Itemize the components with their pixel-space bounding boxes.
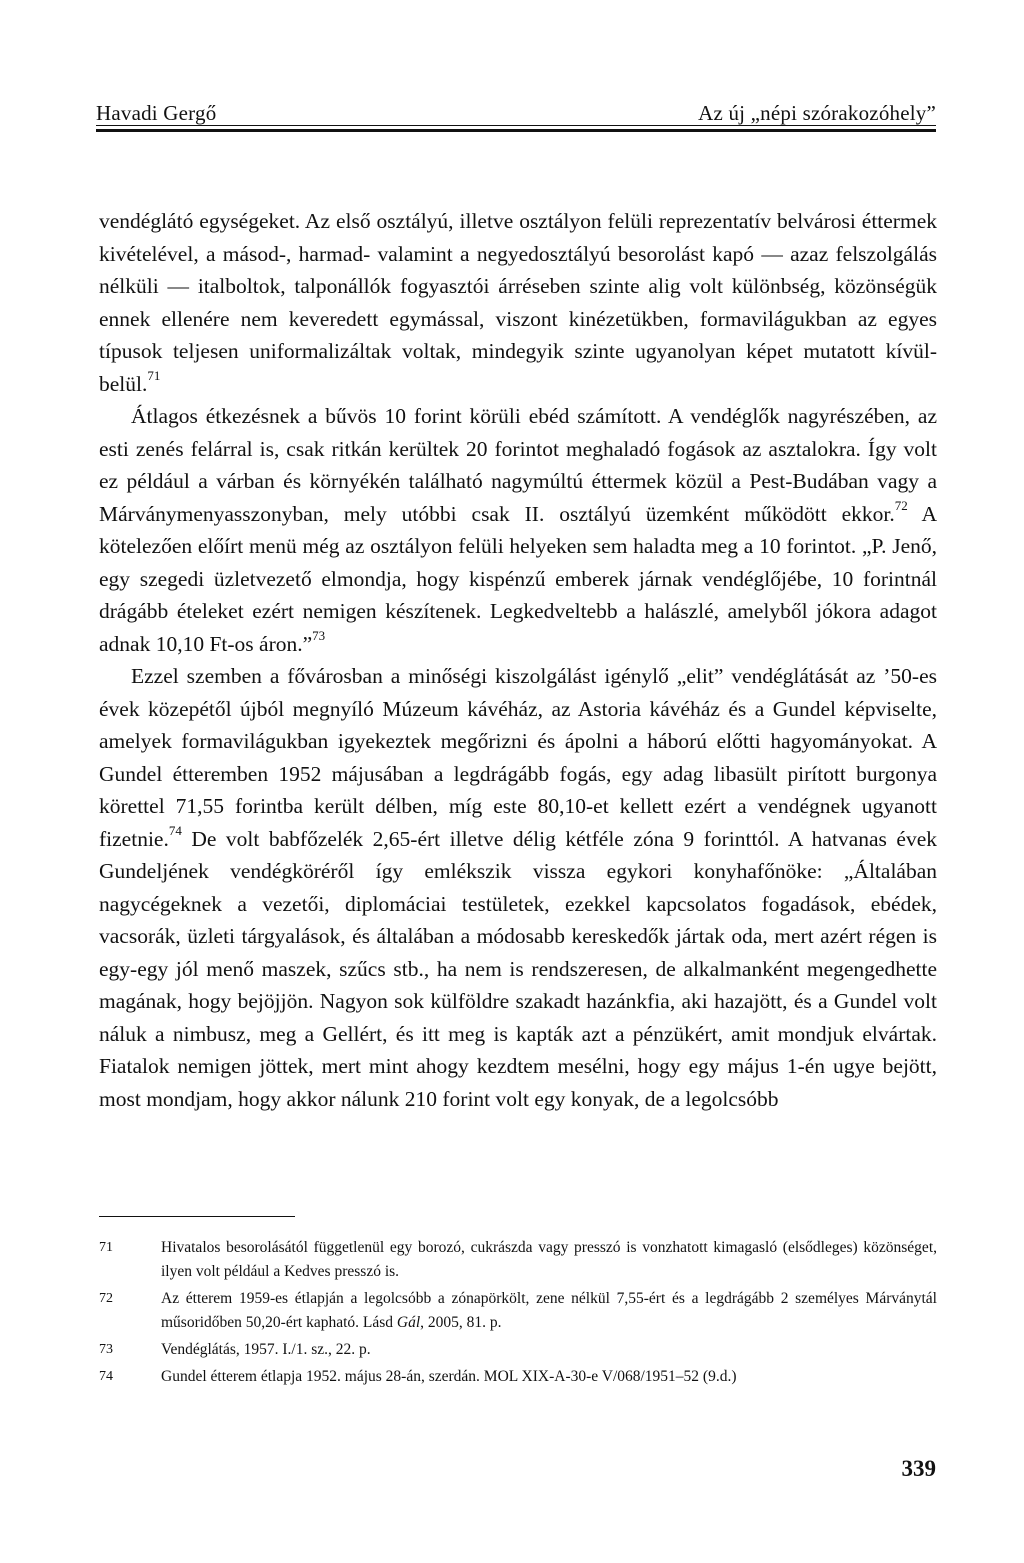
- footnote-ref-72: 72: [894, 498, 908, 514]
- footnote-text-before: Az étterem 1959-es étlapján a legolcsóbb a zónapörkölt, zene nélkül 7,55-ért és a legdrágább 2 személyes Márványtál műsoridőben 50,20-ért kapható. Lásd: [161, 1290, 937, 1331]
- running-header: [96, 94, 936, 126]
- header-author: Havadi Gergő: [96, 101, 217, 125]
- footnote-72: [99, 1287, 937, 1335]
- paragraph-1-text: vendéglátó egységeket. Az első osztályú, illetve osztályon felüli reprezentatív belvárosi éttermek kivételével, a másod-, harmad- valamint a negyedosztályú besorolást kapó — azaz felszolgálás nélküli — italboltok, talponállók fogyasztói árréseben szinte alig volt különbség, közönségük ennek ellenére nem keveredett egymással, viszont kinézetükben, formavilágukban az egyes típusok teljesen uniformalizáltak voltak, mindegyik szinte ugyanolyan képet mutatott kívül-belül.: [99, 209, 937, 396]
- footnote-ref-71: 71: [147, 368, 161, 384]
- header-rule-thin: [96, 125, 936, 126]
- footnotes: [99, 1236, 937, 1392]
- footnote-text: [161, 1287, 937, 1335]
- paragraph-2-text-b: A kötelezően előírt menü még az osztályon felüli helyeken sem haladta meg a 10 forintot. „P. Jenő, egy szegedi üzletvezető elmondja, hogy kispénzű emberek járnak vendéglőjébe, 10 forintnál drágább ételeket ezért nemigen készítenek. Legkedveltebb a halászlé, amelyből jókora adagot adnak 10,10 Ft-os áron.”: [99, 501, 937, 656]
- header-title: Az új „népi szórakozóhely”: [698, 101, 936, 125]
- footnote-ref-74: 74: [168, 823, 182, 839]
- footnote-71: [99, 1236, 937, 1284]
- paragraph-3: [99, 660, 937, 1115]
- footnote-74: [99, 1365, 937, 1389]
- footnote-author-italic: Gál: [396, 1314, 421, 1331]
- footnote-number: 72: [99, 1291, 113, 1306]
- main-text: [99, 205, 937, 1115]
- footnote-number: 71: [99, 1240, 113, 1255]
- footnote-text: Hivatalos besorolásától függetlenül egy borozó, cukrászda vagy presszó is vonzhatott kimagasló (elsődleges) közönséget, ilyen volt például a Kedves presszó is.: [161, 1239, 937, 1280]
- footnote-73: [99, 1338, 937, 1362]
- footnote-separator: [99, 1216, 295, 1217]
- paragraph-2-text-a: Átlagos étkezésnek a bűvös 10 forint körüli ebéd számított. A vendéglők nagyrészében, az esti zenés felárral is, csak ritkán kerültek 20 forintot meghaladó fogások az asztalokra. Így volt ez például a várban és környékén található nagymúltú éttermek közül a Pest-Budában vagy a Márványmenyasszonyban, mely utóbbi csak II. osztályú üzemként működött ekkor.: [99, 404, 937, 526]
- footnote-number: 74: [99, 1369, 113, 1384]
- paragraph-3-text-b: De volt babfőzelék 2,65-ért illetve délig kétféle zóna 9 forinttól. A hatvanas évek Gundeljének vendégköréről így emlékszik vissza egykori konyhafőnöke: „Általában nagycégeknek a vezetői, diplomáciai testületek, ezekkel kapcsolatos fogadások, ebédek, vacsorák, üzleti tárgyalások, és általában a módosabb kereskedők jártak oda, mert azért régen is egy-egy jól menő maszek, szűcs stb., ha nem is rendszeresen, de alkalmanként megengedhette magának, hogy bejöjjön. Nagyon sok külföldre szakadt hazánkfia, aki hazajött, és a Gundel volt náluk a nimbusz, meg a Gellért, és itt meg is kapták azt a pénzükért, amit mondjuk elvártak. Fiatalok nemigen jöttek, mert mint ahogy kezdtem mesélni, hogy egy május 1-én ugye bejött, most mondjam, hogy akkor nálunk 210 forint volt egy konyak, de a legolcsóbb: [99, 826, 937, 1111]
- header-rule-thick: [96, 129, 936, 132]
- footnote-number: 73: [99, 1342, 113, 1357]
- paragraph-1: [99, 205, 937, 400]
- paragraph-3-text-a: Ezzel szemben a fővárosban a minőségi kiszolgálást igénylő „elit” vendéglátását az ’50-es évek közepétől újból megnyíló Múzeum kávéház, az Astoria kávéház és a Gundel képviselte, amelyek formavilágukban igyekeztek megőrizni és ápolni a háború előtti hagyományokat. A Gundel étteremben 1952 májusában a legdrágább fogás, egy adag libasült pirított burgonya körettel 71,55 forintba került délben, míg este 80,10-et kellett ezért a vendégnek ugyanott fizetnie.: [99, 664, 937, 851]
- page-number: 339: [901, 1456, 936, 1481]
- paragraph-2: [99, 400, 937, 660]
- footnote-text-after: , 2005, 81. p.: [420, 1314, 502, 1331]
- footnote-text: Gundel étterem étlapja 1952. május 28-án, szerdán. MOL XIX-A-30-e V/068/1951–52 (9.d.): [161, 1368, 737, 1385]
- footnote-ref-73: 73: [312, 628, 326, 644]
- footnote-text: Vendéglátás, 1957. I./1. sz., 22. p.: [161, 1341, 371, 1358]
